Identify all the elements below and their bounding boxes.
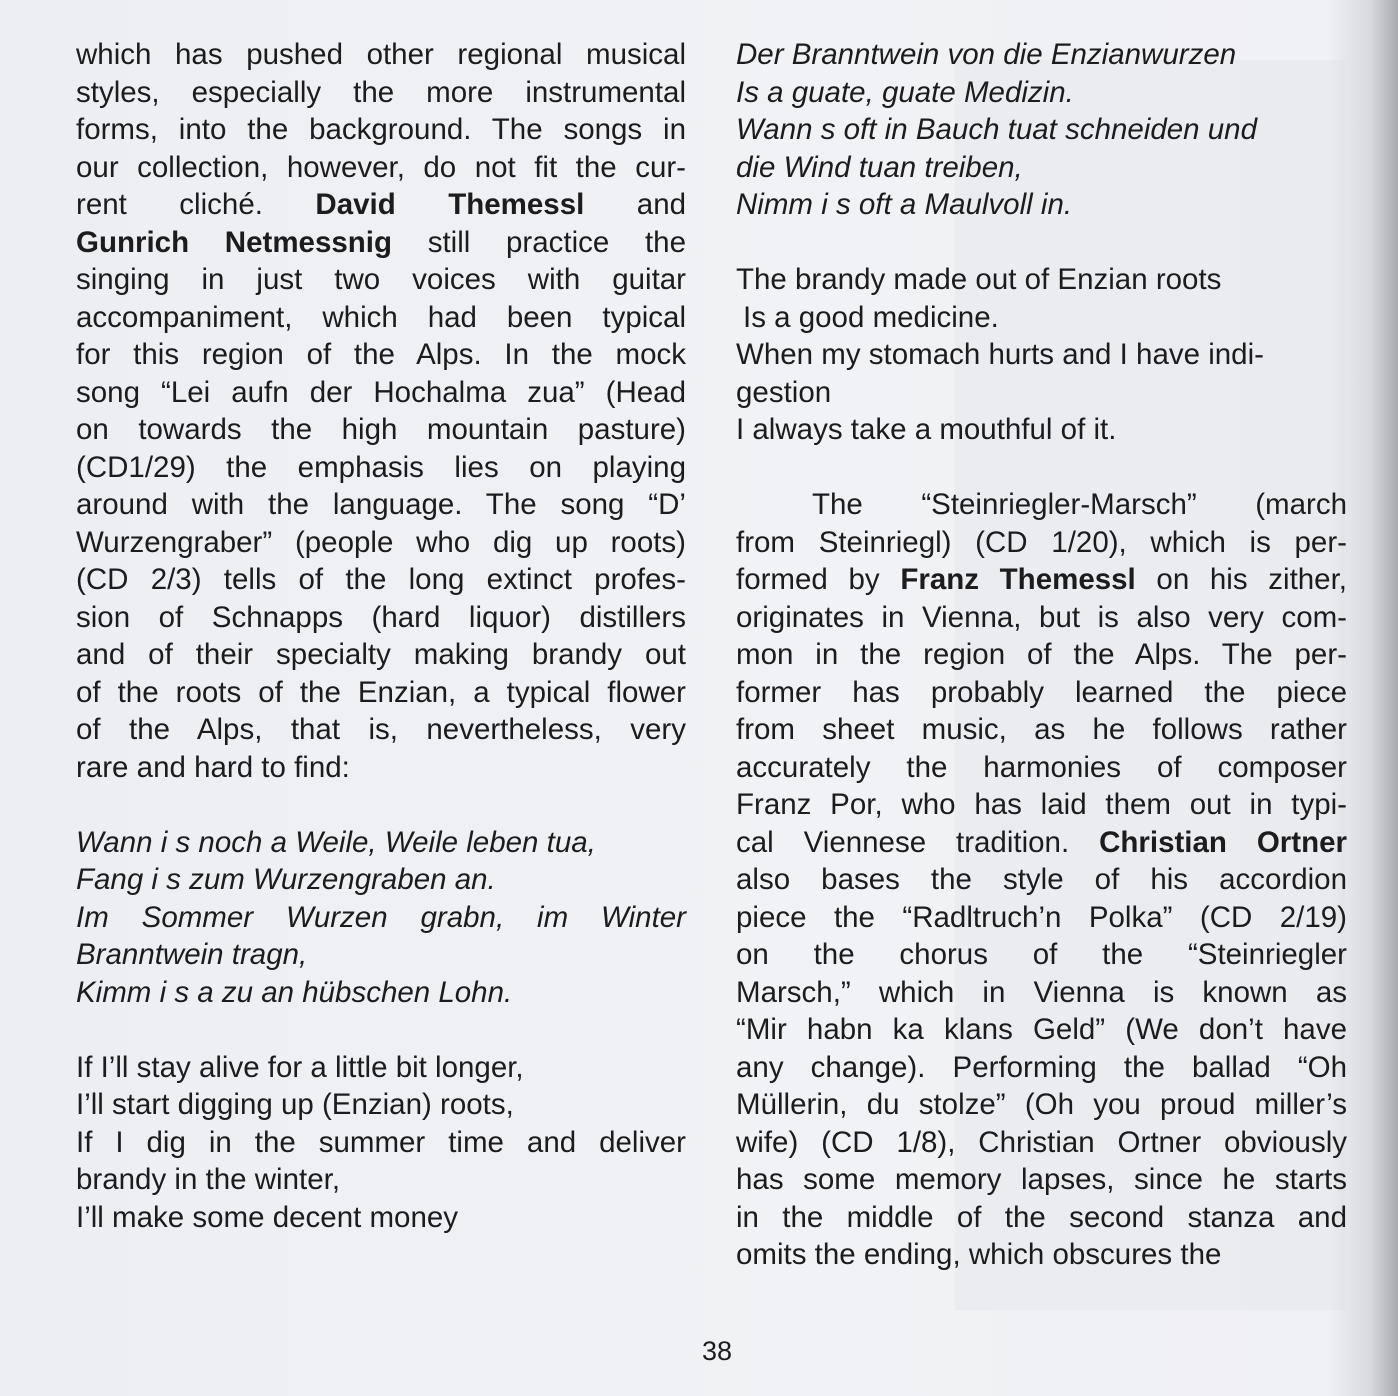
- verse-line: Im Sommer Wurzen grabn, im Winter: [76, 900, 686, 934]
- text-run: our collection, however, do not fit the cur-: [76, 150, 686, 184]
- text-run: from Steinriegl) (CD 1/20), which is per-: [736, 525, 1347, 559]
- verse-line: Wann s oft in Bauch tuat schneiden und: [736, 113, 1257, 146]
- text-run: has some memory lapses, since he starts: [736, 1163, 1347, 1196]
- verse-line: I always take a mouthful of it.: [736, 413, 1117, 446]
- text-run: accurately the harmonies of composer: [736, 750, 1347, 784]
- text-run: and of their specialty making brandy out: [76, 638, 686, 671]
- text-line: [76, 299, 686, 337]
- verse-line: The brandy made out of Enzian roots: [736, 263, 1222, 296]
- text-line: [76, 674, 686, 712]
- verse-line: Der Branntwein von die Enzianwurzen: [736, 38, 1237, 71]
- spacer: [76, 1011, 686, 1049]
- right-body-paragraph: [736, 486, 1347, 1274]
- text-run: Wurzengraber” (people who dig up roots): [76, 525, 686, 559]
- verse-line: Fang i s zum Wurzengraben an.: [76, 863, 496, 896]
- text-run: former has probably learned the piece: [736, 675, 1347, 709]
- text-line: [76, 186, 686, 224]
- text-run: piece the “Radltruch’n Polka” (CD 2/19): [736, 900, 1347, 934]
- text-run: on his zither,: [1135, 563, 1347, 596]
- text-run: wife) (CD 1/8), Christian Ortner obviously: [736, 1125, 1347, 1159]
- text-run: on towards the high mountain pasture): [76, 413, 686, 446]
- text-line: [736, 1049, 1347, 1087]
- text-line: [76, 749, 686, 787]
- verse-line: die Wind tuan treiben,: [736, 150, 1023, 184]
- verse-line: Wann i s noch a Weile, Weile leben tua,: [76, 825, 596, 859]
- right-english-lyrics: [736, 261, 1347, 449]
- text-run: from sheet music, as he follows rather: [736, 713, 1347, 746]
- text-line: [76, 599, 686, 637]
- text-line: [76, 261, 686, 299]
- text-line: [76, 374, 686, 412]
- verse-line: gestion: [736, 375, 832, 409]
- text-run: (CD1/29) the emphasis lies on playing: [76, 450, 686, 484]
- text-run: in the middle of the second stanza and: [736, 1200, 1347, 1234]
- text-line: [736, 599, 1347, 637]
- text-line: [736, 861, 1347, 899]
- text-line: [76, 224, 686, 262]
- text-run: Franz Por, who has laid them out in typi-: [736, 788, 1347, 821]
- text-line: [76, 561, 686, 599]
- text-run: Marsch,” which in Vienna is known as: [736, 975, 1347, 1009]
- text-run: still practice the: [392, 225, 686, 259]
- right-german-lyrics: [736, 36, 1347, 224]
- verse-line: Is a good medicine.: [743, 300, 999, 334]
- verse-line: brandy in the winter,: [76, 1163, 341, 1196]
- text-line: [76, 636, 686, 674]
- text-run: forms, into the background. The songs in: [76, 113, 686, 146]
- text-line: [736, 974, 1347, 1012]
- text-run: any change). Performing the ballad “Oh: [736, 1050, 1347, 1084]
- text-line: [736, 711, 1347, 749]
- text-line: [736, 786, 1347, 824]
- text-line: [76, 111, 686, 149]
- text-line: [736, 899, 1347, 937]
- text-run: also bases the style of his accordion: [736, 863, 1347, 896]
- text-line: [736, 636, 1347, 674]
- text-line: [736, 524, 1347, 562]
- verse-line: I’ll make some decent money: [76, 1200, 459, 1234]
- text-line: [736, 561, 1347, 599]
- text-run: cal Viennese tradition.: [736, 825, 1100, 859]
- verse-line: Kimm i s a zu an hübschen Lohn.: [76, 975, 513, 1009]
- text-run: styles, especially the more instrumental: [76, 75, 686, 109]
- left-body-paragraph: [76, 36, 686, 786]
- spacer: [736, 449, 1347, 487]
- verse-line: When my stomach hurts and I have indi-: [736, 338, 1264, 371]
- text-run: rare and hard to find:: [76, 750, 350, 784]
- right-column: [736, 36, 1347, 1274]
- text-line: [736, 1124, 1347, 1162]
- text-line: [736, 824, 1347, 862]
- text-line: [736, 1199, 1347, 1237]
- text-run: and: [584, 188, 687, 221]
- text-line: [76, 36, 686, 74]
- text-run: for this region of the Alps. In the mock: [76, 338, 686, 371]
- text-run: around with the language. The song “D’: [76, 488, 686, 521]
- verse-line: Branntwein tragn,: [76, 938, 308, 971]
- text-run: (CD 2/3) tells of the long extinct profes-: [76, 563, 686, 596]
- text-run: The “Steinriegler-Marsch” (march: [812, 488, 1347, 521]
- text-run: “Mir habn ka klans Geld” (We don’t have: [736, 1013, 1347, 1046]
- text-line: [76, 449, 686, 487]
- text-run: mon in the region of the Alps. The per-: [736, 638, 1347, 671]
- performer-name: Franz Themessl: [900, 563, 1136, 596]
- text-line: [736, 936, 1347, 974]
- text-line: [736, 749, 1347, 787]
- text-run: omits the ending, which obscures the: [736, 1238, 1222, 1271]
- text-run: Müllerin, du stolze” (Oh you proud miller’s: [736, 1088, 1347, 1121]
- left-column: [76, 36, 686, 1236]
- performer-name: Gunrich Netmessnig: [76, 225, 392, 259]
- verse-line: If I’ll stay alive for a little bit longer,: [76, 1050, 524, 1084]
- text-line: [76, 711, 686, 749]
- text-run: formed by: [736, 563, 901, 596]
- text-run: of the Alps, that is, nevertheless, very: [76, 713, 686, 746]
- text-run: on the chorus of the “Steinriegler: [736, 938, 1347, 971]
- verse-line: Is a guate, guate Medizin.: [736, 75, 1074, 109]
- text-line: [736, 1086, 1347, 1124]
- text-line: [76, 486, 686, 524]
- text-line: [736, 1236, 1347, 1274]
- verse-line: If I dig in the summer time and deliver: [76, 1125, 686, 1159]
- performer-name: David Themessl: [315, 188, 585, 221]
- text-line: [76, 336, 686, 374]
- page-number: 38: [701, 1336, 733, 1366]
- text-line: [76, 74, 686, 112]
- text-line: [736, 674, 1347, 712]
- text-run: accompaniment, which had been typical: [76, 300, 686, 334]
- left-german-lyrics: [76, 824, 686, 1012]
- text-run: which has pushed other regional musical: [76, 38, 686, 71]
- verse-line: I’ll start digging up (Enzian) roots,: [76, 1088, 514, 1121]
- text-line: [76, 524, 686, 562]
- text-line: [736, 486, 1347, 524]
- spacer: [76, 786, 686, 824]
- text-run: rent cliché.: [76, 188, 316, 221]
- text-run: originates in Vienna, but is also very com-: [736, 600, 1347, 634]
- text-line: [736, 1161, 1347, 1199]
- text-line: [76, 149, 686, 187]
- text-line: [76, 411, 686, 449]
- text-run: singing in just two voices with guitar: [76, 263, 686, 296]
- text-run: of the roots of the Enzian, a typical flower: [76, 675, 686, 709]
- performer-name: Christian Ortner: [1099, 825, 1347, 859]
- spacer: [736, 224, 1347, 262]
- text-run: song “Lei aufn der Hochalma zua” (Head: [76, 375, 686, 409]
- left-english-lyrics: [76, 1049, 686, 1237]
- text-run: sion of Schnapps (hard liquor) distillers: [76, 600, 686, 634]
- verse-line: Nimm i s oft a Maulvoll in.: [736, 188, 1073, 221]
- text-line: [736, 1011, 1347, 1049]
